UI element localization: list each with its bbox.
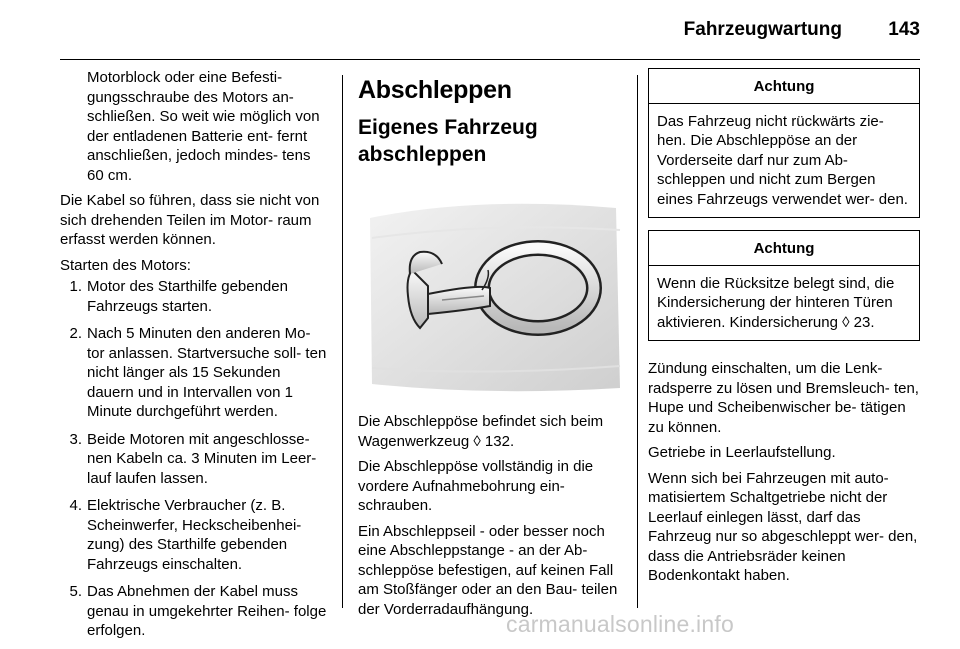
caution-text: Wenn die Rücksitze belegt sind, die Kindersicherung der hinteren Türen aktivieren. Kindersicherung ◊ 23. [657,274,895,331]
subsection-heading [358,114,623,168]
page-header-title: Fahrzeugwartung [683,19,842,40]
caution-title: Achtung [649,231,919,266]
list-item [60,430,328,489]
tow-rope-text: Ein Abschleppseil - oder besser noch eine Abschleppstange - an der Ab- schleppöse befestigen, auf keinen Fall am Stoßfänger oder an den Bau- teilen der Vorderradaufhängung. [358,522,618,618]
list-number: 1. [69,278,82,295]
list-number: 4. [69,497,82,514]
start-engine-intro: Starten des Motors: [60,256,191,274]
caution-text: Das Fahrzeug nicht rückwärts zie- hen. Die Abschleppöse an der Vorderseite darf nur zum Ab- schleppen und nicht zum Bergen eines Fahrzeugs verwendet wer- den. [657,112,908,208]
towing-eye-install-text: Die Abschleppöse vollständig in die vordere Aufnahmebohrung ein- schrauben. [358,458,594,514]
list-item-text: Das Abnehmen der Kabel muss genau in umgekehrter Reihen- folge erfolgen. [87,583,327,639]
subsection-heading-line1: Eigenes Fahrzeug [358,116,538,139]
start-steps-list [60,277,328,641]
list-item [60,496,328,574]
towing-eye-illustration [358,178,623,398]
section-heading: Abschleppen [358,76,512,104]
ignition-text: Zündung einschalten, um die Lenk- radsperre zu lösen und Bremsleuch- ten, Hupe und Scheibenwischer be- tätigen zu können. [648,360,919,436]
list-number: 2. [69,325,82,342]
list-item-text: Elektrische Verbraucher (z. B. Scheinwerfer, Heckscheibenhei- zung) des Starthilfe gebenden Fahrzeugs einschalten. [87,497,302,573]
caution-title: Achtung [649,69,919,104]
list-number: 5. [69,583,82,600]
list-item [60,582,328,641]
column-divider-2 [637,75,638,608]
towing-eye-icon [358,178,623,398]
list-item [60,277,328,316]
list-number: 3. [69,430,82,448]
towing-eye-location-text: Die Abschleppöse befindet sich beim Wagenwerkzeug ◊ 132. [358,413,604,450]
watermark: carmanualsonline.info [506,611,734,637]
intro-text: Motorblock oder eine Befesti- gungsschraube des Motors an- schließen. So weit wie möglich von der entladenen Batterie ent- fernt anschließen, jedoch mindes- tens 60 cm. [87,69,320,184]
subsection-heading-line2: abschleppen [358,143,487,166]
list-item-text: Motor des Starthilfe gebenden Fahrzeugs starten. [87,278,288,315]
neutral-gear-text: Getriebe in Leerlaufstellung. [648,444,836,461]
column-divider-1 [342,75,343,608]
cable-routing-text: Die Kabel so führen, dass sie nicht von sich drehenden Teilen im Motor- raum erfasst werden können. [60,192,320,248]
list-item-text: Beide Motoren mit angeschlosse- nen Kabeln ca. 3 Minuten im Leer- lauf laufen lassen. [87,430,317,487]
automated-gearbox-text: Wenn sich bei Fahrzeugen mit auto- matisiertem Schaltgetriebe nicht der Leerlauf einlegen lässt, darf das Fahrzeug nur so abgeschleppt wer- den, dass die Antriebsräder keinen Bodenkontakt haben. [648,469,918,584]
column-left [60,68,328,649]
page-number: 143 [888,19,920,40]
header-rule [60,59,920,60]
list-item-text: Nach 5 Minuten den anderen Mo- tor anlassen. Startversuche soll- ten nicht länger als 15 Sekunden dauern und in Intervallen von 1 Minute durchgeführt werden. [87,325,327,420]
caution-box-2 [648,230,920,341]
column-right [648,68,920,592]
list-item [60,324,328,422]
column-middle [358,68,623,625]
caution-box-1 [648,68,920,218]
